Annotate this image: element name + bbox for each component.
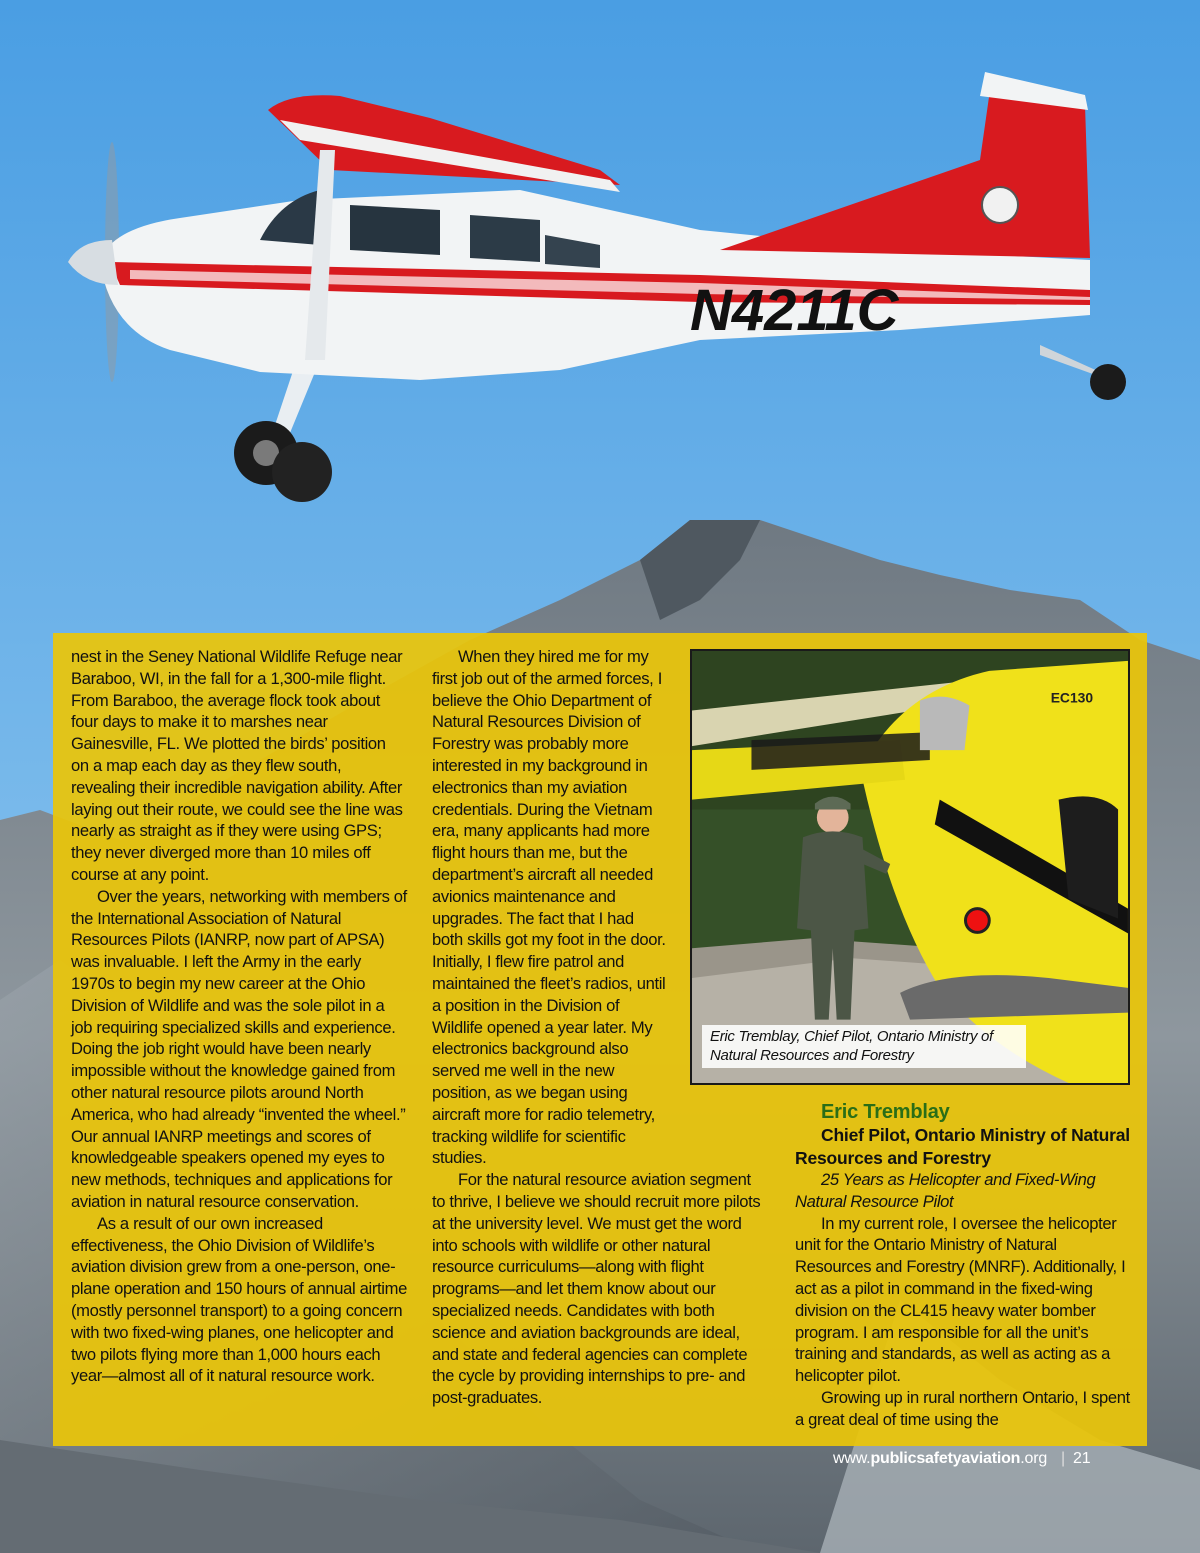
footer-url: www.publicsafetyaviation.org (833, 1450, 1048, 1467)
tail-number: N4211C (690, 278, 899, 343)
col1-paragraph-2: Over the years, networking with members of the International Association of Natural Resources Pilots (IANRP, now part of APSA) was invaluable. I left the Army in the early 1970s to begin my new career at the Ohio Division of Wildlife and was the sole pilot in a job requiring specialized skills and experience. Doing the job right would have been nearly impossible without the knowledge gained from other natural resource pilots around North America, who had already “invented the wheel.” Our annual IANRP meetings and scores of knowledgeable speakers opened my eyes to new methods, techniques and applications for aviation in natural resource conservation. (71, 886, 407, 1211)
col3-paragraph-1: In my current role, I oversee the helicopter unit for the Ontario Ministry of Natural Resources and Forestry (MNRF). Additionally, I act as a pilot in command in the fixed-wing division on the CL415 heavy water bomber program. I am responsible for all the unit’s training and standards, as well as acting as a helicopter pilot. (795, 1213, 1126, 1386)
footer-separator: | (1061, 1450, 1066, 1467)
helicopter-photo-illustration (692, 651, 1128, 1083)
article-column-3 (795, 1100, 1133, 1431)
col2-paragraph-2: For the natural resource aviation segment to thrive, I believe we should recruit more pilots at the university level. We must get the word into schools with wildlife or other natural resource curriculums—along with flight programs—and let them know about our specialized needs. Candidates with both science and aviation backgrounds are ideal, and state and federal agencies can complete the cycle by providing internships to pre- and post-graduates. (432, 1170, 761, 1408)
profile-subtitle: 25 Years as Helicopter and Fixed-Wing Natural Resource Pilot (795, 1170, 1096, 1211)
photo-caption: Eric Tremblay, Chief Pilot, Ontario Ministry of Natural Resources and Forestry (702, 1025, 1026, 1068)
col2-paragraph-1: When they hired me for my first job out of the armed forces, I believe the Ohio Department of Natural Resources Division of Forestry was probably more interested in my background in electronics than my aviation credentials. During the Vietnam era, many applicants had more flight hours than me, but the department’s aircraft all needed avionics maintenance and upgrades. The fact that I had both skills got my foot in the door. Initially, I flew fire patrol and maintained the fleet’s radios, until a position in the Division of Wildlife opened a year later. My electronics background also served me well in the new position, as we began using aircraft more for radio telemetry, tracking wildlife for scientific studies. (432, 647, 666, 1168)
article-column-1 (71, 646, 407, 1387)
profile-title: Chief Pilot, Ontario Ministry of Natural Resources and Forestry (795, 1125, 1130, 1168)
page-footer (833, 1450, 1133, 1470)
col3-paragraph-2: Growing up in rural northern Ontario, I spent a great deal of time using the (795, 1387, 1130, 1429)
helicopter-fuselage-label: EC130 (1050, 689, 1094, 706)
helicopter-photo (690, 649, 1130, 1085)
col1-paragraph-3: As a result of our own increased effectiveness, the Ohio Division of Wildlife’s aviation division grew from a one-person, one-plane operation and 150 hours of annual airtime (mostly personnel transport) to a going concern with two fixed-wing planes, one helicopter and two pilots flying more than 1,000 hours each year—almost all of it natural resource work. (71, 1213, 407, 1386)
profile-name: Eric Tremblay (821, 1101, 950, 1123)
page-number: 21 (1073, 1450, 1091, 1467)
col1-paragraph-1: nest in the Seney National Wildlife Refuge near Baraboo, WI, in the fall for a 1,300-mile flight. From Baraboo, the average flock took about four days to make it to marshes near Gainesville, FL. We plotted the birds’ position on a map each day as they flew south, revealing their incredible navigation ability. After laying out their route, we could see the line was nearly as straight as if they were using GPS; they never diverged more than 10 miles off course at any point. (71, 647, 403, 884)
